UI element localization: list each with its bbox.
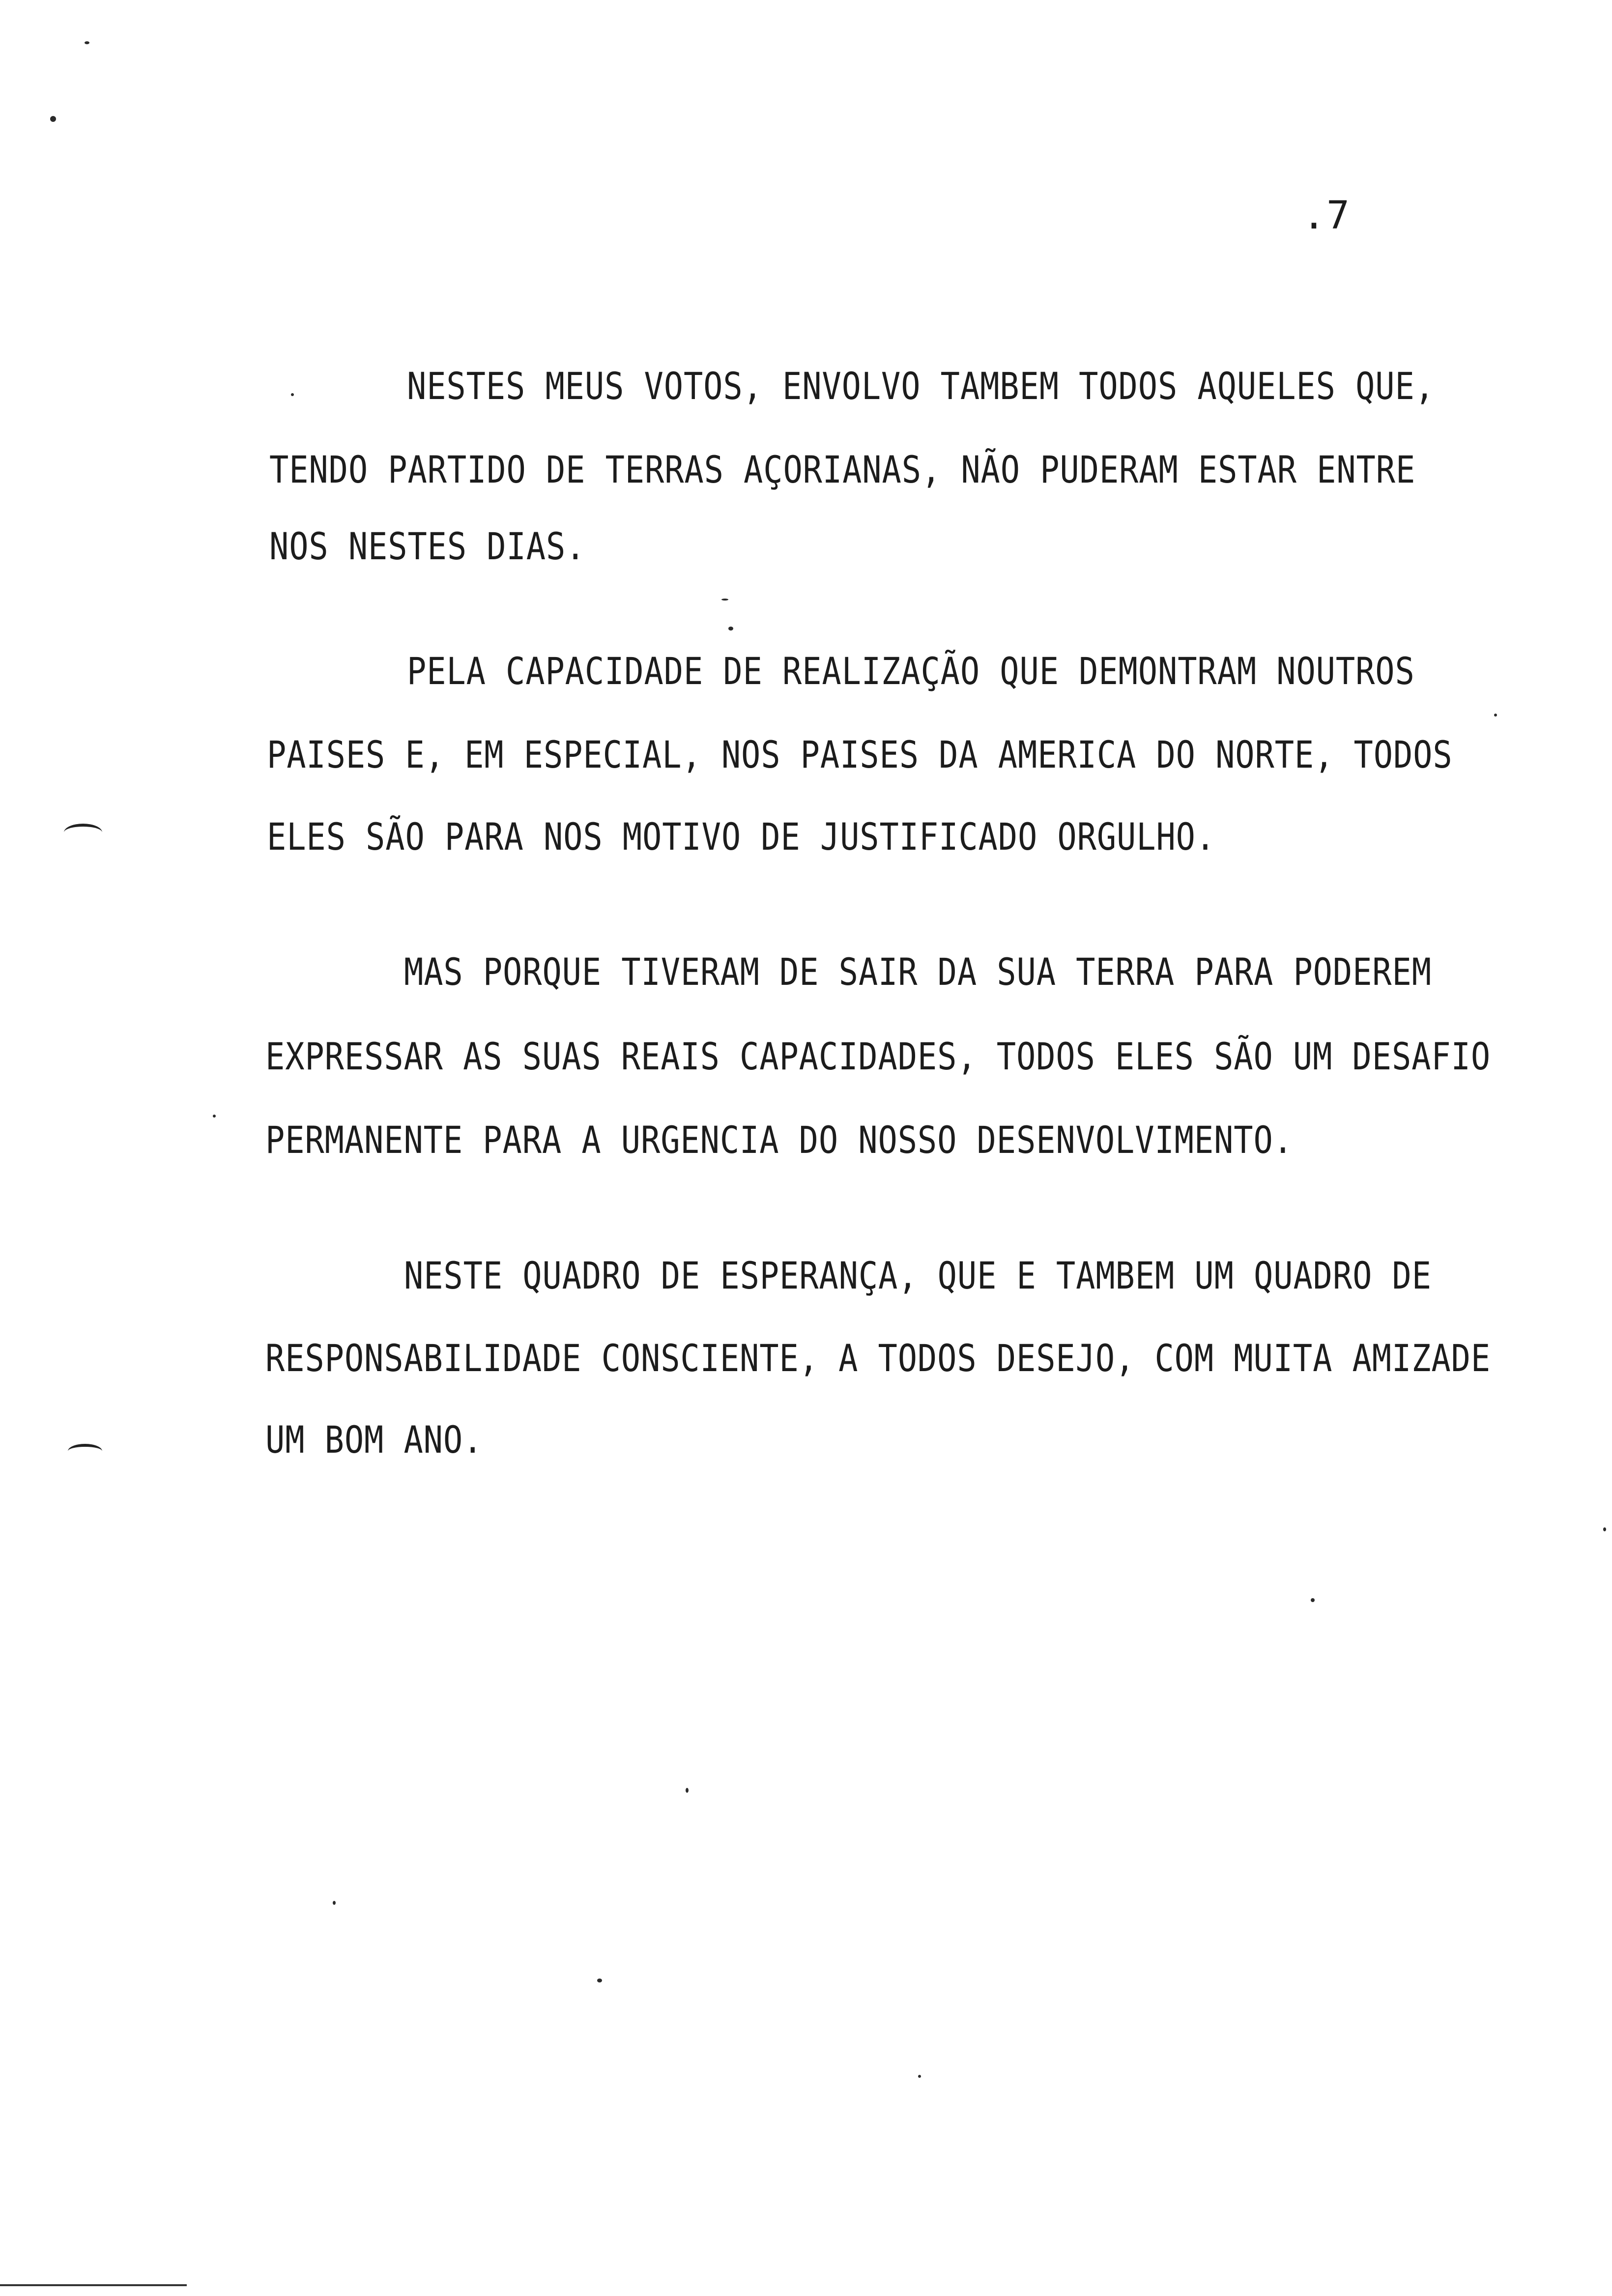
paragraph-3-line-1: MAS PORQUE TIVERAM DE SAIR DA SUA TERRA PARA PODEREM [404,950,1432,994]
punch-hole-arc [68,1444,102,1459]
punch-hole-arc [64,824,102,841]
paragraph-1-line-3: NOS NESTES DIAS. [269,524,586,568]
scan-speck [1494,714,1497,717]
paragraph-4-line-3: UM BOM ANO. [265,1418,483,1462]
scan-speck [728,627,733,631]
paragraph-4-line-1: NESTE QUADRO DE ESPERANÇA, QUE E TAMBEM UM QUADRO DE [404,1254,1432,1297]
scan-speck [721,599,728,601]
scan-speck [597,1979,602,1982]
paragraph-2-line-2: PAISES E, EM ESPECIAL, NOS PAISES DA AMERICA DO NORTE, TODOS [267,733,1453,776]
paragraph-4-line-2: RESPONSABILIDADE CONSCIENTE, A TODOS DESEJO, COM MUITA AMIZADE [265,1336,1491,1380]
scan-speck [918,2075,921,2078]
paragraph-3-line-3: PERMANENTE PARA A URGENCIA DO NOSSO DESENVOLVIMENTO. [265,1118,1293,1162]
paragraph-1-line-2: TENDO PARTIDO DE TERRAS AÇORIANAS, NÃO PUDERAM ESTAR ENTRE [269,448,1416,491]
scan-speck [85,41,89,44]
paragraph-3-line-2: EXPRESSAR AS SUAS REAIS CAPACIDADES, TODOS ELES SÃO UM DESAFIO [265,1034,1491,1078]
scan-speck [50,116,56,122]
scan-speck [333,1901,336,1905]
scan-speck [686,1788,689,1793]
paragraph-2-line-1: PELA CAPACIDADE DE REALIZAÇÃO QUE DEMONTRAM NOUTROS [407,649,1415,693]
scan-speck [213,1115,216,1118]
scan-speck [1311,1598,1315,1602]
scan-edge-line [0,2284,187,2286]
paragraph-2-line-3: ELES SÃO PARA NOS MOTIVO DE JUSTIFICADO ORGULHO. [267,815,1216,859]
page-number: .7 [1302,194,1351,238]
paragraph-1-line-1: NESTES MEUS VOTOS, ENVOLVO TAMBEM TODOS AQUELES QUE, [407,364,1435,408]
scan-speck [291,393,294,396]
scan-speck [1603,1527,1606,1531]
